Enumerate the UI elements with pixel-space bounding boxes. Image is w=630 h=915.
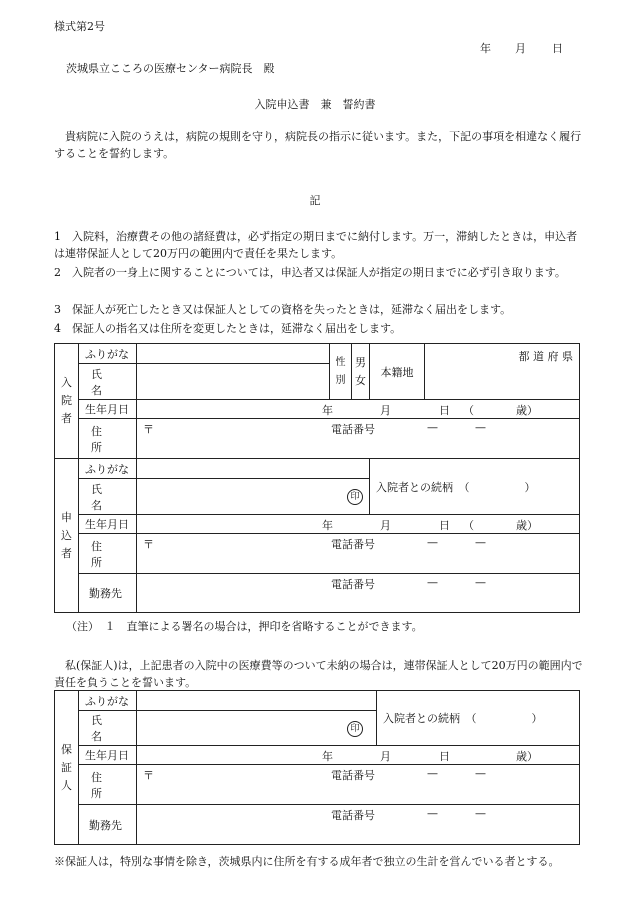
address-label: 住 所 bbox=[79, 765, 137, 805]
date-day: 日 bbox=[552, 42, 563, 55]
furigana-label: ふりがな bbox=[79, 459, 137, 479]
applicant-work-field[interactable]: 電話番号 — — bbox=[137, 574, 580, 613]
guarantor-name-field[interactable] bbox=[137, 711, 377, 746]
guarantor-birth-field[interactable]: 年 月 日 歳） bbox=[137, 746, 580, 765]
seal-icon: 印 bbox=[347, 489, 363, 505]
address-label: 住 所 bbox=[79, 534, 137, 574]
honseki-prefectures[interactable]: 都 道 府 県 bbox=[425, 344, 580, 400]
guarantor-table bbox=[54, 690, 580, 845]
furigana-label: ふりがな bbox=[79, 691, 137, 711]
address-label: 住 所 bbox=[79, 419, 137, 459]
sex-label: 性 別 bbox=[330, 344, 352, 400]
patient-name-field[interactable] bbox=[137, 364, 330, 400]
addressee: 茨城県立こころの医療センター病院長 殿 bbox=[66, 62, 275, 75]
guarantor-address-field[interactable]: 〒 電話番号 — — bbox=[137, 765, 580, 805]
sex-options[interactable]: 男 女 bbox=[352, 344, 370, 400]
honseki-label: 本籍地 bbox=[370, 344, 425, 400]
form-number: 様式第2号 bbox=[54, 20, 105, 33]
name-label: 氏 名 bbox=[79, 711, 137, 746]
applicant-address-field[interactable]: 〒 電話番号 — — bbox=[137, 534, 580, 574]
patient-applicant-table bbox=[54, 343, 580, 613]
applicant-name-field[interactable] bbox=[137, 479, 370, 515]
footnote: ※保証人は，特別な事情を除き，茨城県内に住所を有する成年者で独立の生計を営んでいる者とする。 bbox=[54, 855, 560, 868]
guarantor-furigana-field[interactable] bbox=[137, 691, 377, 711]
furigana-label: ふりがな bbox=[79, 344, 137, 364]
name-label: 氏 名 bbox=[79, 479, 137, 515]
section-label-patient: 入 院 者 bbox=[55, 344, 79, 459]
list-item: 3 保証人が死亡したとき又は保証人としての資格を失ったときは，延滞なく届出をします。 bbox=[54, 303, 512, 316]
note-text: （注） １ 直筆による署名の場合は，押印を省略することができます。 bbox=[66, 620, 423, 633]
guarantor-text: 私(保証人)は，上記患者の入院中の医療費等のついて未納の場合は，連帯保証人として20万円の範囲内で責任を負うことを誓います。 bbox=[54, 659, 583, 689]
page-title: 入院申込書 兼 誓約書 bbox=[254, 98, 376, 111]
date-month: 月 bbox=[515, 42, 526, 55]
section-label-applicant: 申 込 者 bbox=[55, 459, 79, 613]
patient-furigana-field[interactable] bbox=[137, 344, 330, 364]
applicant-furigana-field[interactable] bbox=[137, 459, 370, 479]
patient-address-field[interactable]: 〒 電話番号 — — bbox=[137, 419, 580, 459]
ki-heading: 記 bbox=[309, 194, 321, 207]
work-label: 勤務先 bbox=[79, 574, 137, 613]
list-item: 2 入院者の一身上に関することについては，申込者又は保証人が指定の期日までに必ず引き取ります。 bbox=[54, 266, 566, 279]
birth-label: 生年月日 bbox=[79, 746, 137, 765]
seal-icon: 印 bbox=[347, 721, 363, 737]
patient-birth-field[interactable]: 年 月 日 （ 歳） bbox=[137, 400, 580, 419]
list-item: 4 保証人の指名又は住所を変更したときは，延滞なく届出をします。 bbox=[54, 322, 402, 335]
work-label: 勤務先 bbox=[79, 805, 137, 845]
applicant-birth-field[interactable]: 年 月 日 （ 歳） bbox=[137, 515, 580, 534]
applicant-relation-field[interactable]: 入院者との続柄 （ ） bbox=[370, 459, 580, 515]
guarantor-work-field[interactable]: 電話番号 — — bbox=[137, 805, 580, 845]
intro-text: 貴病院に入院のうえは，病院の規則を守り，病院長の指示に従います。また，下記の事項を相違なく履行することを誓約します。 bbox=[54, 130, 582, 160]
list-item: 1 入院料，治療費その他の諸経費は，必ず指定の期日までに納付します。万一，滞納したときは，申込者は連帯保証人として20万円の範囲内で責任を果たします。 bbox=[54, 230, 578, 260]
guarantor-relation-field[interactable]: 入院者との続柄 （ ） bbox=[377, 691, 580, 746]
name-label: 氏 名 bbox=[79, 364, 137, 400]
date-year: 年 bbox=[480, 42, 491, 55]
birth-label: 生年月日 bbox=[79, 400, 137, 419]
section-label-guarantor: 保 証 人 bbox=[55, 691, 79, 845]
birth-label: 生年月日 bbox=[79, 515, 137, 534]
